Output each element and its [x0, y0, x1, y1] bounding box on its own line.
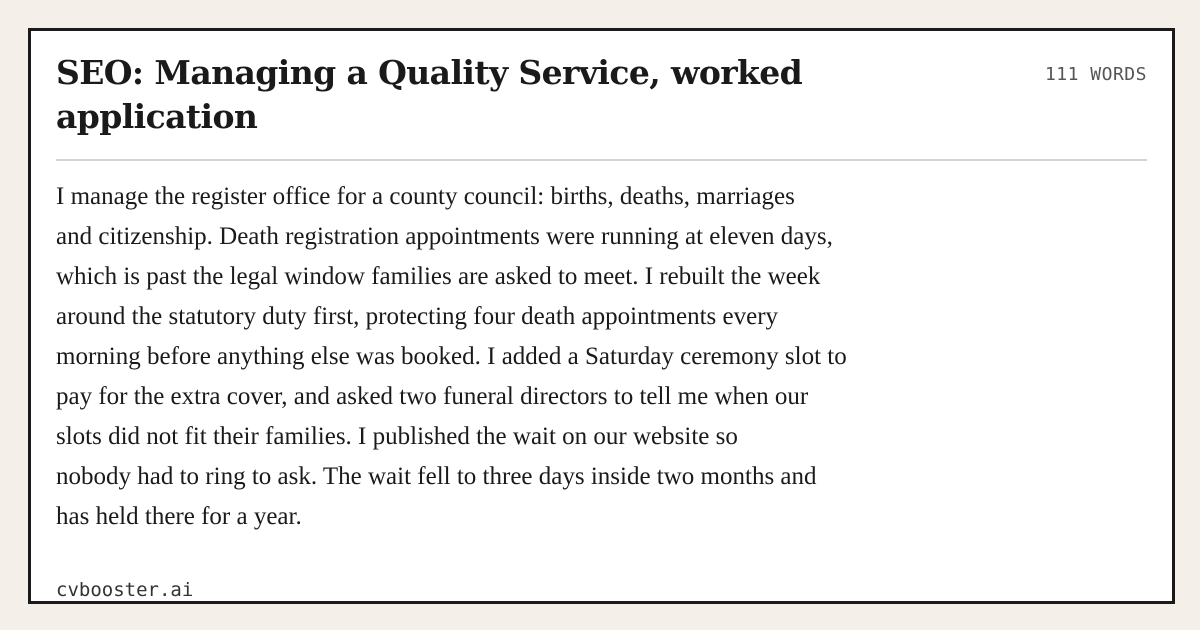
word-count-label: 111 WORDS: [1044, 64, 1147, 85]
application-card: [28, 28, 1175, 604]
card-title: SEO: Managing a Quality Service, worked application: [56, 53, 803, 136]
body-line: pay for the extra cover, and asked two funeral directors to tell me when our: [56, 383, 809, 410]
body-line: I manage the register office for a county council: births, deaths, marriages: [56, 183, 795, 210]
body-line: nobody had to ring to ask. The wait fell to three days inside two months and: [56, 463, 817, 490]
body-line: slots did not fit their families. I published the wait on our website so: [56, 423, 738, 450]
body-line: has held there for a year.: [56, 503, 302, 530]
application-body: [56, 177, 1036, 537]
site-footer-brand: cvbooster.ai: [56, 579, 194, 601]
title-divider: [56, 159, 1147, 161]
body-line: which is past the legal window families are asked to meet. I rebuilt the week: [56, 263, 821, 290]
body-line: and citizenship. Death registration appointments were running at eleven days,: [56, 223, 833, 250]
body-line: around the statutory duty first, protecting four death appointments every: [56, 303, 779, 330]
body-line: morning before anything else was booked. I added a Saturday ceremony slot to: [56, 343, 847, 370]
